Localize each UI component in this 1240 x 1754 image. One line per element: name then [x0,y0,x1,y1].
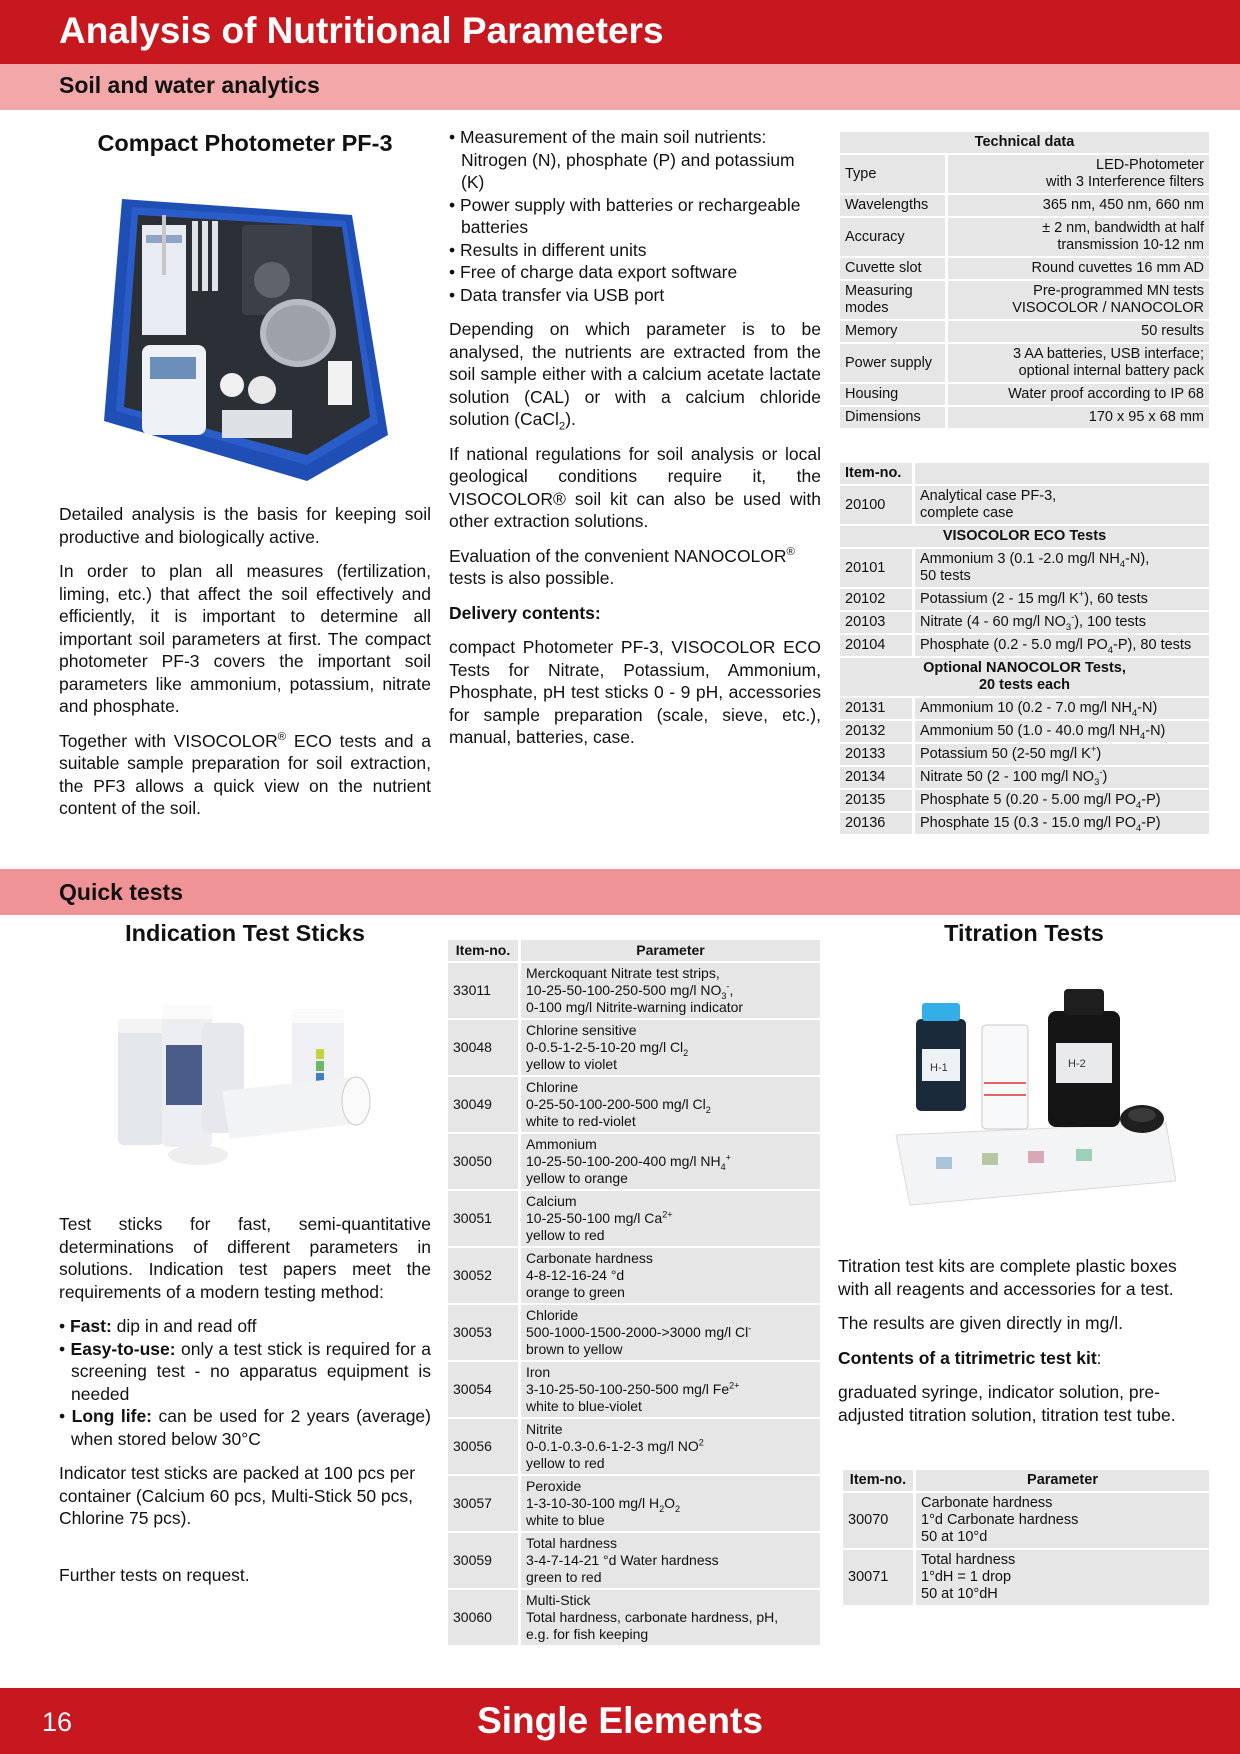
table-row [843,1493,1209,1548]
item-number: 30056 [448,1419,518,1474]
param-line: Merckoquant Nitrate test strips, [526,965,720,981]
feature-text: dip in and read off [111,1316,257,1336]
superscript: - [1099,766,1103,778]
tech-label: Wavelengths [840,195,945,216]
param-line: 3-4-7-14-21 °d Water hardness [526,1552,719,1568]
feature-item: • Free of charge data export software [449,261,821,284]
item-description [912,612,1209,633]
param-line: yellow to violet [526,1056,618,1072]
contents-heading-label: Contents of a titrimetric test kit [838,1347,1097,1368]
param-line: yellow to red [526,1455,605,1471]
table-row [840,486,1209,524]
item-description: Analytical case PF-3, complete case [912,486,1209,524]
eco-tests-heading: VISOCOLOR ECO Tests [840,526,1209,547]
item-number: 30057 [448,1476,518,1531]
table-row [448,1134,820,1189]
table-row [840,767,1209,788]
parameter-cell [518,1134,820,1189]
table-row [448,1590,820,1645]
parameter-cell [518,1248,820,1303]
bottle-label: H-1 [930,1062,948,1074]
item-number: 20133 [840,744,912,765]
item-description: Ammonium 3 (0.1 -2.0 mg/l $NH_4-N$), 50 tests [912,549,1209,587]
desc-text: -N) [1145,723,1166,739]
param-line: 1-3-10-30-100 mg/l H [526,1495,660,1511]
subscript: 2 [675,1503,681,1514]
table-row [840,698,1209,719]
feature-label: Long life: [71,1406,153,1426]
nanocolor-text: tests is also possible. [449,568,615,588]
item-number: 30048 [448,1020,518,1075]
item-number: 20131 [840,698,912,719]
desc-text: -P), 80 tests [1113,637,1192,653]
description-paragraph: In order to plan all measures (fertilization, liming, etc.) that affect the soil effectively and efficiently, it is important to determine all important soil parameters at first. The compact photometer PF-3 covers the important soil parameters like ammonium, potassium, nitrate and phosphate. [59,561,431,716]
section-title: Soil and water analytics [59,72,320,98]
parameter-cell [518,1362,820,1417]
subheader-bar [0,64,1240,110]
feature-text: only a test stick is required for a screening test - no apparatus equipment is needed [71,1338,431,1404]
technical-data-table [840,130,1209,430]
table-header-row [843,1470,1209,1491]
tech-value: 365 nm, 450 nm, 660 nm [945,195,1209,216]
registered-mark: ® [786,545,795,558]
tech-label: Housing [840,384,945,405]
footer-bar [0,1688,1240,1754]
param-line: 10-25-50-100-250-500 mg/l NO [526,982,722,998]
superscript: + [1090,743,1097,755]
subscript: 4 [1140,729,1146,741]
table-row [843,1550,1209,1605]
technical-data-table-wrap [840,130,1209,430]
param-line: 4-8-12-16-24 °d [526,1267,625,1283]
feature-item: • Data transfer via USB port [449,284,821,307]
item-number: 33011 [448,963,518,1018]
table-row [448,1191,820,1246]
param-line: Iron [526,1364,551,1380]
param-line: Nitrite [526,1421,563,1437]
param-line: 500-1000-1500-2000->3000 mg/l Cl [526,1324,749,1340]
param-line: 0-25-50-100-200-500 mg/l Cl [526,1096,706,1112]
parameter-cell [518,1590,820,1645]
contents-text: graduated syringe, indicator solution, pre-adjusted titration solution, titration test tube. [838,1382,1176,1425]
param-line: Chlorine sensitive [526,1022,637,1038]
nanocolor-tests-heading: Optional NANOCOLOR Tests, 20 tests each [840,658,1209,696]
subscript: 4 [1107,643,1114,655]
photometer-column [59,128,431,158]
desc-text: -N) [1137,700,1158,716]
param-line: 0-0.5-1-2-5-10-20 mg/l Cl [526,1039,684,1055]
param-line: green to red [526,1569,602,1585]
superscript: + [1078,588,1085,600]
tech-value: 170 x 95 x 68 mm [945,407,1209,428]
param-line: 0-0.1-0.3-0.6-1-2-3 mg/l NO [526,1438,699,1454]
desc-text: Ammonium 50 (1.0 - 40.0 mg/l NH [920,723,1140,739]
item-description [912,767,1209,788]
table-row [840,384,1209,405]
item-number: 30053 [448,1305,518,1360]
param-line: Chloride [526,1307,579,1323]
tech-value: Round cuvettes 16 mm AD [945,258,1209,279]
table-row [448,1077,820,1132]
nanocolor-text: Evaluation of the convenient NANOCOLOR [449,545,787,566]
param-line: 0-100 mg/l Nitrite-warning indicator [526,999,744,1015]
param-line: e.g. for fish keeping [526,1626,649,1642]
extraction-paragraph [449,318,821,431]
superscript: + [725,1152,731,1163]
tech-label: Measuring modes [840,281,945,319]
superscript: - [1071,611,1075,623]
table-row [448,1248,820,1303]
param-line: brown to yellow [526,1341,623,1357]
packing-paragraph: Indicator test sticks are packed at 100 pcs per container (Calcium 60 pcs, Multi-Stick 50 pcs, Chlorine 75 pcs). [59,1463,416,1528]
tech-label: Power supply [840,344,945,382]
table-row [840,589,1209,610]
param-line: Total hardness, carbonate hardness, pH, [526,1609,779,1625]
header-bar [0,0,1240,64]
item-description [912,790,1209,811]
desc-text: ), 60 tests [1084,591,1148,607]
description-paragraph: Detailed analysis is the basis for keeping soil productive and biologically active. [59,504,431,547]
further-tests-text: Further tests on request. [59,1564,250,1585]
param-line: Ammonium [526,1136,597,1152]
table-row [840,612,1209,633]
quick-tests-title: Quick tests [59,879,183,905]
national-paragraph: If national regulations for soil analysis or local geological conditions require it, the VISOCOLOR® soil kit can also be used with other extraction solutions. [449,443,821,531]
registered-mark: ® [277,730,287,743]
tech-value: Pre-programmed MN tests VISOCOLOR / NANOCOLOR [945,281,1209,319]
description-text: Together with VISOCOLOR [59,730,278,751]
param-line: Total hardness [921,1552,1016,1568]
feature-item [59,1338,431,1406]
param-line: white to red-violet [526,1113,636,1129]
param-line: 10-25-50-100 mg/l Ca [526,1210,663,1226]
param-line: Carbonate hardness [526,1250,653,1266]
parameter-column-header: Parameter [913,1470,1209,1491]
table-row [448,1419,820,1474]
item-number: 20135 [840,790,912,811]
feature-item: • Power supply with batteries or rechargeable batteries [449,194,821,239]
subscript: 4 [1136,821,1142,833]
desc-text: Potassium 50 (2-50 mg/l K [920,746,1091,762]
technical-data-heading: Technical data [840,132,1209,153]
item-description [912,721,1209,742]
param-line: Calcium [526,1193,577,1209]
quick-tests-bar [0,869,1240,915]
param-line: yellow to red [526,1227,605,1243]
superscript: - [726,981,730,992]
desc-text: -P) [1141,792,1161,808]
parameter-column-header: Parameter [518,940,820,961]
param-line: 3-10-25-50-100-250-500 mg/l Fe [526,1381,730,1397]
table-row [840,744,1209,765]
parameter-cell [518,1020,820,1075]
param-line: 1°dH = 1 drop [921,1569,1012,1585]
subscript: 4 [1136,798,1142,810]
titration-table [843,1468,1209,1607]
table-row [840,218,1209,256]
item-description [912,744,1209,765]
param-line: 1°d Carbonate hardness [921,1512,1079,1528]
page-number: 16 [42,1707,73,1737]
item-table-wrap [840,461,1209,836]
item-number: 20102 [840,589,912,610]
item-number: 30050 [448,1134,518,1189]
superscript: 2+ [662,1209,673,1220]
parameter-cell [518,1191,820,1246]
test-sticks-table [448,938,820,1647]
test-sticks-image [112,1005,402,1175]
param-line: Chlorine [526,1079,579,1095]
superscript: - [748,1323,752,1334]
delivery-heading: Delivery contents: [449,602,601,623]
desc-text: ) [1102,769,1108,785]
description-text: ECO tests and a suitable sample preparation for soil extraction, the PF3 allows a quick view on the nutrient content of the soil. [59,730,432,818]
page-title: Analysis of Nutritional Parameters [59,10,664,51]
item-number: 30070 [843,1493,913,1548]
extraction-text: Depending on which parameter is to be analysed, the nutrients are extracted from the soil sample either with a calcium acetate lactate solution (CAL) or with a calcium chloride solution (CaCl [449,319,821,429]
item-number: 30052 [448,1248,518,1303]
parameter-cell [518,1419,820,1474]
param-line: O [664,1495,676,1511]
feature-label: Easy-to-use: [70,1338,176,1359]
feature-label: Fast: [70,1316,112,1336]
subscript: 3 [721,990,727,1001]
table-header-row [840,463,1209,484]
table-header-row [448,940,820,961]
param-line: white to blue [526,1512,605,1528]
subscript: 2 [558,420,566,433]
item-number: 20134 [840,767,912,788]
tech-value: 50 results [945,321,1209,342]
tech-value: LED-Photometer with 3 Interference filters [945,155,1209,193]
tech-value: 3 AA batteries, USB interface; optional internal battery pack [945,344,1209,382]
contents-heading [838,1347,1210,1370]
feature-list [449,126,821,306]
item-description [912,698,1209,719]
subscript: 3 [1065,620,1072,632]
param-line: Peroxide [526,1478,582,1494]
superscript: 2 [698,1437,704,1448]
parameter-cell [518,1077,820,1132]
description-paragraph [59,730,431,820]
param-line: white to blue-violet [526,1398,642,1414]
extraction-text: ). [565,409,576,429]
photometer-title: Compact Photometer PF-3 [97,130,393,156]
item-column-header: Item-no. [843,1470,913,1491]
test-sticks-description [59,1213,431,1598]
tech-label: Accuracy [840,218,945,256]
subscript: 2 [705,1104,711,1115]
table-row [840,790,1209,811]
feature-item: • Measurement of the main soil nutrients: Nitrogen (N), phosphate (P) and potassium (K) [449,126,821,194]
titration-title: Titration Tests [944,920,1104,946]
item-number: 30060 [448,1590,518,1645]
feature-text: can be used for 2 years (average) when stored below 30°C [71,1406,431,1449]
param-line: 50 at 10°d [921,1529,988,1545]
table-row [840,407,1209,428]
desc-text: Potassium (2 - 15 mg/l K [920,591,1079,607]
item-number: 20104 [840,635,912,656]
empty-header [912,463,1209,484]
item-table [840,461,1209,836]
tech-label: Dimensions [840,407,945,428]
param-line: Multi-Stick [526,1592,591,1608]
subscript: 4 [720,1161,726,1172]
parameter-cell [913,1493,1209,1548]
param-line: 10-25-50-100-200-400 mg/l NH [526,1153,721,1169]
param-line: 50 at 10°dH [921,1586,998,1602]
desc-text: Phosphate 5 (0.20 - 5.00 mg/l PO [920,792,1137,808]
item-description [912,813,1209,834]
bottle-label: H-2 [1068,1058,1086,1070]
table-section-row [840,526,1209,547]
param-line: Total hardness [526,1535,618,1551]
item-number: 30059 [448,1533,518,1588]
titration-kit-image [886,985,1176,1207]
desc-text: Ammonium 3 (0.1 -2.0 mg/l NH [920,551,1120,567]
desc-text: Nitrate (4 - 60 mg/l NO [920,614,1066,630]
table-row [840,155,1209,193]
table-row [840,258,1209,279]
nanocolor-paragraph [449,545,821,590]
item-column-header: Item-no. [840,463,912,484]
table-row [840,321,1209,342]
titration-table-wrap [843,1468,1209,1607]
item-number: 20100 [840,486,912,524]
param-line: yellow to orange [526,1170,628,1186]
titration-paragraph: The results are given directly in mg/l. [838,1313,1123,1333]
parameter-cell [518,1476,820,1531]
desc-text: -P) [1141,815,1161,831]
desc-text: ) [1096,746,1102,762]
subscript: 3 [1094,775,1100,787]
titration-column [838,918,1210,948]
table-row [448,963,820,1018]
parameter-cell [518,963,820,1018]
tech-value: ± 2 nm, bandwidth at half transmission 10-12 nm [945,218,1209,256]
contents-colon: : [1096,1347,1102,1368]
subscript: 2 [683,1047,689,1058]
feature-item [59,1315,431,1338]
test-sticks-title: Indication Test Sticks [125,920,365,946]
table-row [840,195,1209,216]
test-sticks-table-wrap [448,938,820,1647]
param-line: orange to green [526,1284,625,1300]
table-section-row [840,658,1209,696]
table-row [448,1362,820,1417]
item-number: 20103 [840,612,912,633]
feature-item [59,1405,431,1450]
table-row [840,549,1209,587]
table-row [840,635,1209,656]
desc-text: Nitrate 50 (2 - 100 mg/l NO [920,769,1095,785]
item-number: 30071 [843,1550,913,1605]
item-number: 20132 [840,721,912,742]
table-row [448,1305,820,1360]
item-number: 20101 [840,549,912,587]
desc-text: Phosphate 15 (0.3 - 15.0 mg/l PO [920,815,1137,831]
desc-text: Ammonium 10 (0.2 - 7.0 mg/l NH [920,700,1132,716]
desc-text: Phosphate (0.2 - 5.0 mg/l PO [920,637,1108,653]
item-number: 30054 [448,1362,518,1417]
table-row [448,1533,820,1588]
item-column-header: Item-no. [448,940,518,961]
table-row [840,813,1209,834]
tech-label: Memory [840,321,945,342]
tech-label: Type [840,155,945,193]
titration-description [838,1255,1210,1438]
table-row [448,1020,820,1075]
parameter-cell [913,1550,1209,1605]
item-number: 30049 [448,1077,518,1132]
photometer-case-image [102,185,392,485]
feature-item: • Results in different units [449,239,821,262]
param-line: Carbonate hardness [921,1495,1053,1511]
tech-label: Cuvette slot [840,258,945,279]
table-row [840,721,1209,742]
item-description [912,589,1209,610]
desc-text: ), 100 tests [1074,614,1146,630]
table-row [840,281,1209,319]
parameter-cell [518,1305,820,1360]
test-sticks-features [59,1315,431,1450]
item-number: 30051 [448,1191,518,1246]
item-description [912,635,1209,656]
superscript: 2+ [729,1380,740,1391]
subscript: 4 [1131,706,1138,718]
test-sticks-column [59,918,431,948]
photometer-description [59,503,431,832]
table-row [840,344,1209,382]
titration-paragraph: Titration test kits are complete plastic boxes with all reagents and accessories for a test. [838,1256,1177,1299]
footer-title: Single Elements [477,1700,763,1741]
table-row [448,1476,820,1531]
test-sticks-intro: Test sticks for fast, semi-quantitative determinations of different parameters in solutions. Indication test papers meet the requirements of a modern testing method: [59,1214,431,1302]
subscript: 2 [659,1503,665,1514]
photometer-features-column [449,126,821,761]
parameter-cell [518,1533,820,1588]
delivery-text: compact Photometer PF-3, VISOCOLOR ECO Tests for Nitrate, Potassium, Ammonium, Phosphate, pH test sticks 0 - 9 pH, accessories for sample preparation (scale, sieve, etc.), manual, batteries, case. [449,637,821,747]
param-line: , [729,982,734,998]
item-number: 20136 [840,813,912,834]
tech-value: Water proof according to IP 68 [945,384,1209,405]
subscript: 4 [1119,557,1126,569]
